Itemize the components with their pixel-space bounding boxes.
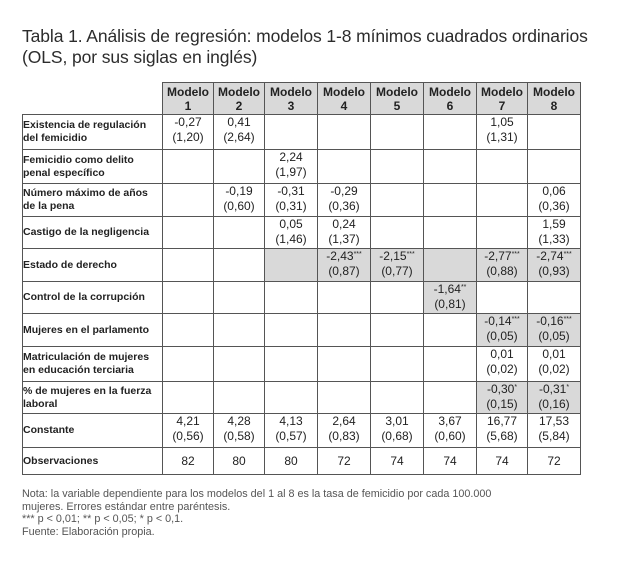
table-cell xyxy=(214,217,265,249)
table-cell: 82 xyxy=(163,448,214,475)
table-cell xyxy=(424,150,477,184)
table-cell: 80 xyxy=(214,448,265,475)
table-cell: 16,77 (5,68) xyxy=(477,414,528,448)
header-row xyxy=(23,83,581,115)
table-row xyxy=(23,314,581,347)
table-cell xyxy=(424,217,477,249)
table-cell xyxy=(424,184,477,217)
table-cell xyxy=(318,382,371,414)
table-cell xyxy=(424,382,477,414)
table-cell xyxy=(265,347,318,382)
row-label: % de mujeres en la fuerza laboral xyxy=(23,382,163,414)
table-row xyxy=(23,217,581,249)
table-cell xyxy=(371,115,424,150)
table-row xyxy=(23,414,581,448)
table-cell xyxy=(163,347,214,382)
row-label: Observaciones xyxy=(23,448,163,475)
table-cell xyxy=(424,347,477,382)
table-cell xyxy=(214,150,265,184)
table-row xyxy=(23,282,581,314)
table-cell: 1,05 (1,31) xyxy=(477,115,528,150)
table-row xyxy=(23,249,581,282)
table-cell xyxy=(371,150,424,184)
table-cell: 0,05 (1,46) xyxy=(265,217,318,249)
note-line: Nota: la variable dependiente para los modelos del 1 al 8 es la tasa de femicidio por cada 100.000 xyxy=(22,488,492,500)
table-cell: 4,21 (0,56) xyxy=(163,414,214,448)
table-cell xyxy=(265,382,318,414)
table-row xyxy=(23,115,581,150)
table-cell xyxy=(424,314,477,347)
table-cell: 74 xyxy=(371,448,424,475)
table-cell: -2,15*** (0,77) xyxy=(371,249,424,282)
table-cell xyxy=(318,347,371,382)
header-modelo-6: Modelo 6 xyxy=(424,83,477,115)
table-cell xyxy=(477,150,528,184)
table-cell: 0,06 (0,36) xyxy=(528,184,581,217)
table-cell: -0,27 (1,20) xyxy=(163,115,214,150)
table-cell xyxy=(163,314,214,347)
table-cell xyxy=(163,217,214,249)
header-modelo-1: Modelo 1 xyxy=(163,83,214,115)
table-cell: -2,74*** (0,93) xyxy=(528,249,581,282)
table-cell xyxy=(371,347,424,382)
table-cell xyxy=(318,115,371,150)
table-cell: 4,28 (0,58) xyxy=(214,414,265,448)
header-modelo-7: Modelo 7 xyxy=(477,83,528,115)
table-cell xyxy=(214,249,265,282)
table-cell: -0,30* (0,15) xyxy=(477,382,528,414)
table-cell: -0,31* (0,16) xyxy=(528,382,581,414)
table-cell: -0,31 (0,31) xyxy=(265,184,318,217)
table-cell xyxy=(163,249,214,282)
table-cell: 74 xyxy=(477,448,528,475)
table-cell xyxy=(163,382,214,414)
title-line-2: (OLS, por sus siglas en inglés) xyxy=(22,47,258,67)
table-cell xyxy=(265,314,318,347)
table-cell: -0,14*** (0,05) xyxy=(477,314,528,347)
table-cell xyxy=(528,150,581,184)
table-cell xyxy=(371,314,424,347)
table-cell: -0,29 (0,36) xyxy=(318,184,371,217)
table-cell: -1,64** (0,81) xyxy=(424,282,477,314)
table-cell: 80 xyxy=(265,448,318,475)
table-cell: -2,77*** (0,88) xyxy=(477,249,528,282)
row-label: Femicidio como delito penal específico xyxy=(23,150,163,184)
table-cell xyxy=(424,249,477,282)
table-cell: 1,59 (1,33) xyxy=(528,217,581,249)
header-modelo-8: Modelo 8 xyxy=(528,83,581,115)
table-cell xyxy=(528,115,581,150)
table-cell xyxy=(477,184,528,217)
row-label: Control de la corrupción xyxy=(23,282,163,314)
table-row xyxy=(23,150,581,184)
row-label: Número máximo de años de la pena xyxy=(23,184,163,217)
table-cell xyxy=(477,282,528,314)
note-line: mujeres. Errores estándar entre paréntesis. xyxy=(22,500,231,513)
table-row xyxy=(23,184,581,217)
table-cell: 2,24 (1,97) xyxy=(265,150,318,184)
row-label: Matriculación de mujeres en educación terciaria xyxy=(23,347,163,382)
table-cell xyxy=(214,282,265,314)
table-cell: 3,01 (0,68) xyxy=(371,414,424,448)
table-cell: 0,41 (2,64) xyxy=(214,115,265,150)
table-cell xyxy=(371,184,424,217)
header-modelo-3: Modelo 3 xyxy=(265,83,318,115)
row-label: Existencia de regulación del femicidio xyxy=(23,115,163,150)
table-cell xyxy=(163,184,214,217)
header-modelo-2: Modelo 2 xyxy=(214,83,265,115)
table-cell: -0,19 (0,60) xyxy=(214,184,265,217)
table-cell: 0,24 (1,37) xyxy=(318,217,371,249)
table-cell xyxy=(163,282,214,314)
table-cell xyxy=(265,282,318,314)
table-cell xyxy=(214,314,265,347)
table-cell: 0,01 (0,02) xyxy=(477,347,528,382)
table-cell: -2,43*** (0,87) xyxy=(318,249,371,282)
table-cell xyxy=(318,314,371,347)
table-cell xyxy=(424,115,477,150)
table-cell: 72 xyxy=(528,448,581,475)
table-cell: 3,67 (0,60) xyxy=(424,414,477,448)
table-cell: -0,16*** (0,05) xyxy=(528,314,581,347)
table-cell: 72 xyxy=(318,448,371,475)
table-cell xyxy=(371,382,424,414)
header-modelo-5: Modelo 5 xyxy=(371,83,424,115)
table-cell: 4,13 (0,57) xyxy=(265,414,318,448)
row-label: Constante xyxy=(23,414,163,448)
table-cell xyxy=(265,249,318,282)
table-cell: 17,53 (5,84) xyxy=(528,414,581,448)
table-cell xyxy=(214,382,265,414)
table-cell xyxy=(528,282,581,314)
table-cell: 0,01 (0,02) xyxy=(528,347,581,382)
observations-row xyxy=(23,448,581,475)
title-line-1: Tabla 1. Análisis de regresión: modelos 1-8 mínimos cuadrados ordinarios xyxy=(22,26,588,46)
significance-legend: *** p < 0,01; ** p < 0,05; * p < 0,1. xyxy=(22,513,184,525)
table-row xyxy=(23,382,581,414)
row-label: Estado de derecho xyxy=(23,249,163,282)
table-cell xyxy=(318,150,371,184)
table-row xyxy=(23,347,581,382)
row-label: Castigo de la negligencia xyxy=(23,217,163,249)
row-label: Mujeres en el parlamento xyxy=(23,314,163,347)
table-notes xyxy=(22,488,612,538)
table-cell: 2,64 (0,83) xyxy=(318,414,371,448)
table-cell xyxy=(214,347,265,382)
table-cell: 74 xyxy=(424,448,477,475)
regression-table xyxy=(22,82,581,475)
table-cell xyxy=(163,150,214,184)
table-title xyxy=(22,26,612,68)
header-corner xyxy=(23,83,163,115)
table-cell xyxy=(371,217,424,249)
table-cell xyxy=(265,115,318,150)
table-cell xyxy=(371,282,424,314)
table-cell xyxy=(477,217,528,249)
table-cell xyxy=(318,282,371,314)
header-modelo-4: Modelo 4 xyxy=(318,83,371,115)
source-line: Fuente: Elaboración propia. xyxy=(22,525,155,538)
